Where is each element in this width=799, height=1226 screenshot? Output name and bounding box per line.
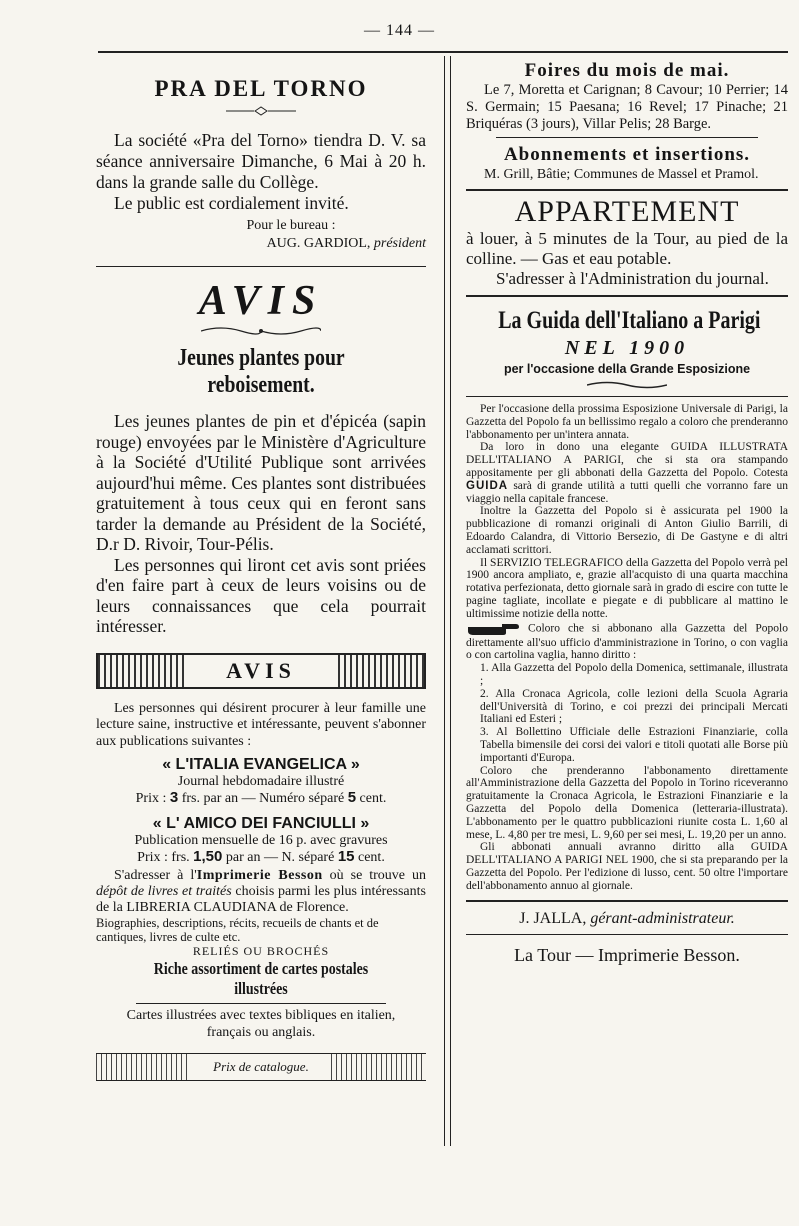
appartement-title: APPARTEMENT (514, 195, 740, 228)
cartes-text: Cartes illustrées avec textes bibliques en italien, français ou anglais. (126, 1008, 396, 1040)
section-rule (466, 396, 788, 397)
guida-text: Coloro che si abbonano alla Gazzetta del Popolo direttamente all'suo ufficio d'amministrazione in Torino, o con vaglia o con cartolina vaglia, hanno diritto : (466, 622, 788, 662)
avis-title: AVIS (198, 278, 324, 324)
flourish-ornament-icon (226, 106, 296, 116)
price-unit: cent. (358, 850, 385, 865)
section-rule (466, 295, 788, 297)
appartement-contact: S'adresser à l'Administration du journal. (496, 269, 769, 288)
italia-evangelica-desc: Journal hebdomadaire illustré (177, 774, 345, 789)
avis-banner-title: AVIS (186, 655, 336, 687)
guida-text: Da loro in dono una elegante GUIDA ILLUSTRATA DELL'ITALIANO A PARIGI, che si sta ora stampando appositamente per gli abbonati della Gazzetta del Popolo. Cotesta (466, 441, 788, 479)
price-value: 1,50 (193, 848, 223, 865)
section-rule (466, 189, 788, 191)
imprimerie-address (96, 868, 426, 916)
section-rule (466, 900, 788, 902)
price-label: Prix : frs. (137, 850, 190, 865)
single-issue-price: 5 (347, 789, 357, 806)
amico-fanciulli-price (96, 849, 426, 866)
address-text: où se trouve un (329, 868, 426, 883)
section-rule (496, 137, 758, 138)
biographies-text: Biographies, descriptions, récits, recueils de chants et de cantiques, livres de culte etc. (96, 916, 379, 944)
guida-paragraph-3: Inoltre la Gazzetta del Popolo si è assicurata pel 1900 la pubblicazione di romanzi originali di Anton Giulio Barrili, di Edoardo Calandra, di Vittorio Bersezio, di De Gastyne e di altri acclamati scrittori. (466, 505, 788, 556)
guida-paragraph-6: Coloro che prenderanno l'abbonamento direttamente all'Amministrazione della Gazzetta del Popolo in Torino riceveranno gratuitamente la Cronaca Agricola, le Estrazioni Finanziarie e la Gazzetta del Popolo della Domenica (letteraria-illustrata). L'abbonamento per le quattro pubblicazioni riunite costa L. 1,60 al mese, L. 4,80 per tre mesi, L. 9,60 per sei mesi, L. 19,20 per un anno. (466, 764, 788, 841)
jeunes-plantes-request: Les personnes qui liront cet avis sont priées d'en faire part à ceux de leurs voisins ou de leurs connaissances que cela pourrait intéresser. (96, 554, 426, 636)
guida-paragraph-5 (466, 621, 788, 663)
price-text: par an — N. séparé (225, 850, 335, 865)
guida-paragraph-4: Il SERVIZIO TELEGRAFICO della Gazzetta del Popolo verrà pel 1900 ancora ampliato, e, grazie all'acquisto di una quarta macchina rotativa perfezionata, detto giornale sarà in grado di escire con tutte le pagine tagliate, incollate e piegate e di pubblicare al mattino le ultimissime notizie della notte. (466, 556, 788, 620)
guida-paragraph-7: Gli abbonati annuali avranno diritto alla GUIDA DELL'ITALIANO A PARIGI NEL 1900, che si sta preparando per la Gazzetta del Popolo. Per l'edizione di lusso, cent. 50 oltre l'importare dell'abbonamento annuo al giornale. (466, 841, 788, 892)
pra-signature-label: Pour le bureau : (246, 218, 336, 233)
guida-nel-1900: NEL 1900 (564, 337, 690, 359)
price-text: frs. par an — Numéro séparé (181, 791, 345, 806)
address-text: S'adresser à l' (114, 868, 197, 883)
imprimerie-footer: La Tour — Imprimerie Besson. (514, 945, 740, 966)
amico-fanciulli-desc: Publication mensuelle de 16 p. avec gravures (134, 833, 388, 848)
flourish-ornament-icon (201, 325, 321, 337)
guida-paragraph-2 (466, 441, 788, 505)
right-column (466, 60, 788, 966)
guida-list-item-2: 2. Alla Cronaca Agricola, colle lezioni della Scuola Agraria dell'Università di Torino, e coi prezzi dei principali Mercati Italiani ed Esteri ; (480, 687, 788, 726)
guida-paragraph-1: Per l'occasione della prossima Esposizione Universale di Parigi, la Gazzetta del Popolo fa un bellissimo regalo a coloro che prenderanno l'abbonamento per un'intera annata. (466, 403, 788, 441)
italia-evangelica-title: « L'ITALIA EVANGELICA » (162, 756, 360, 773)
cartes-postales-heading: Riche assortiment de cartes postales illustrées (153, 959, 369, 998)
guida-title: La Guida dell'Italiano a Parigi (498, 307, 761, 334)
relies-text: RELIÉS OU BROCHÉS (192, 944, 330, 958)
section-rule (96, 266, 426, 267)
pra-body-invite: Le public est cordialement invité. (114, 193, 349, 213)
price-value: 3 (169, 789, 179, 806)
pra-del-torno-title: PRA DEL TORNO (154, 76, 368, 101)
publications-intro: Les personnes qui désirent procurer à leur famille une lecture saine, instructive et intéressante, peuvent s'abonner aux publications suivantes : (96, 700, 426, 749)
imprimerie-besson-name: Imprimerie Besson (196, 868, 323, 883)
section-rule (466, 934, 788, 935)
jeunes-plantes-body: Les jeunes plantes de pin et d'épicéa (sapin rouge) envoyées par le Ministère d'Agriculture à la Société d'Utilité Publique sont arrivées aujourd'hui même. Ces plantes sont distribuées gratuitement à tous ceux qui en feront sans tarder la demande au Président de la Société, D.r D. Rivoir, Tour-Pélis. (96, 411, 426, 554)
price-label: Prix : (135, 791, 167, 806)
abonnements-body: M. Grill, Bâtie; Communes de Massel et Pramol. (484, 167, 759, 182)
guida-word: GUIDA (466, 479, 509, 492)
jeunes-plantes-heading: Jeunes plantes pour reboisement. (177, 345, 345, 398)
guida-text: sarà di grande utilità a tutti quelli che vorranno fare un viaggio nella capitale francese. (466, 479, 788, 505)
pra-signature-role: président (373, 236, 426, 251)
single-issue-price: 15 (337, 848, 355, 865)
top-rule (98, 51, 788, 53)
column-divider (444, 56, 451, 1146)
section-rule (136, 1003, 386, 1004)
gerant-signature (466, 910, 788, 928)
pra-signature (96, 236, 426, 252)
catalogue-text: Prix de catalogue. (191, 1054, 331, 1080)
gerant-name: J. JALLA, (519, 910, 587, 928)
guida-list-item-3: 3. Al Bollettino Ufficiale delle Estrazioni Finanziarie, colla Tabella bimensile dei corsi dei valori e titoli quotati alle Borse più importanti d'Europa. (480, 726, 788, 764)
pra-body: La société «Pra del Torno» tiendra D. V. sa séance anniversaire Dimanche, 6 Mai à 20 h. dans la grande salle du Collège. (96, 130, 426, 192)
foires-title: Foires du mois de mai. (524, 60, 730, 81)
abonnements-title: Abonnements et insertions. (503, 144, 751, 165)
page-number: — 144 — (364, 22, 435, 39)
appartement-body: à louer, à 5 minutes de la Tour, au pied de la colline. — Gas et eau potable. (466, 229, 788, 268)
foires-body: Le 7, Moretta et Carignan; 8 Cavour; 10 Perrier; 14 S. Germain; 15 Paesana; 16 Revel; 17 Pinache; 21 Briquéras (3 jours), Villar Pelis; 28 Barge. (466, 82, 788, 132)
address-text: choisis parmi les plus intéressants de la LIBRERIA CLAUDIANA de Florence. (96, 884, 426, 915)
avis-banner (96, 653, 426, 689)
amico-fanciulli-title: « L' AMICO DEI FANCIULLI » (152, 815, 370, 832)
flourish-ornament-icon (587, 380, 667, 390)
pra-signature-name: AUG. GARDIOL, (266, 236, 371, 251)
price-unit: cent. (359, 791, 387, 806)
gerant-role: gérant-administrateur. (590, 910, 735, 928)
left-column (96, 60, 426, 1081)
catalogue-bar (96, 1053, 426, 1081)
depot-text: dépôt de livres et traités (96, 884, 232, 899)
italia-evangelica-price (96, 790, 426, 807)
pointing-hand-icon (466, 621, 520, 637)
guida-occasione: per l'occasione della Grande Esposizione (503, 362, 751, 376)
guida-list-item-1: 1. Alla Gazzetta del Popolo della Domenica, settimanale, illustrata ; (480, 662, 788, 687)
